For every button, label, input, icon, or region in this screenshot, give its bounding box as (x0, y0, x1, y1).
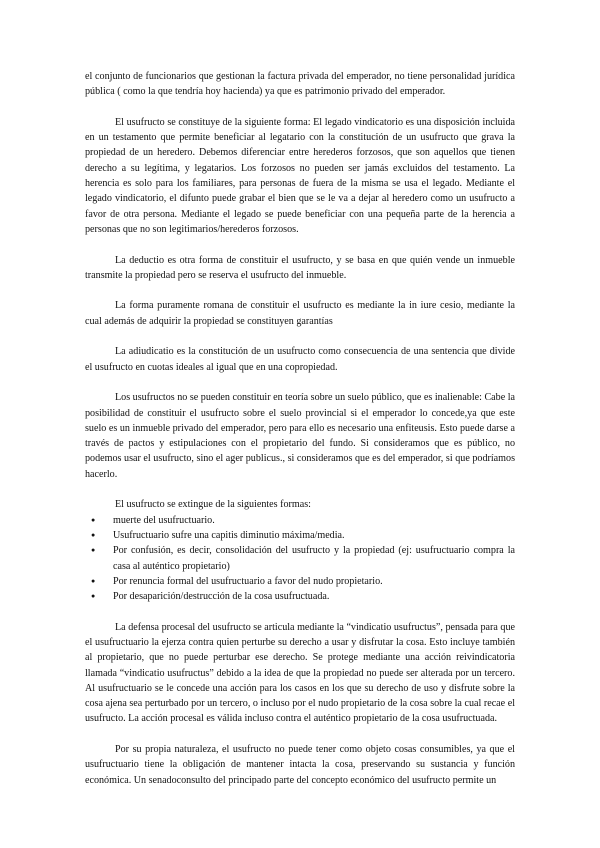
paragraph-deductio: La deductio es otra forma de constituir el usufructo, y se basa en que quién vende un inmueble transmite la propiedad pero se reserva el usufructo del inmueble. (85, 254, 515, 281)
list-item: ● Usufructuario sufre una capitis diminutio máxima/media. (85, 528, 515, 543)
list-item: ● Por renuncia formal del usufructuario a favor del nudo propietario. (85, 574, 515, 589)
extinction-list (85, 513, 515, 605)
list-intro: El usufructo se extingue de la siguientes formas: (115, 499, 311, 511)
paragraph-continuation: el conjunto de funcionarios que gestionan la factura privada del emperador, no tiene personalidad jurídica pública ( como la que tendría hoy hacienda) ya que es patrimonio privado del emperador. (85, 71, 515, 98)
paragraph-in-iure-cesio: La forma puramente romana de constituir el usufructo es mediante la in iure cesio, mediante la cual además de adquirir la propiedad se constituyen garantías (85, 300, 515, 327)
list-item: ● muerte del usufructuario. (85, 513, 515, 528)
paragraph-defensa-procesal: La defensa procesal del usufructo se articula mediante la “vindicatio usufructus”, pensada para que el usufructuario la ejerza contra quien perturbe su derecho a usar y disfrutar la cosa. Esto incluye también al propietario, que no puede perturbar ese derecho. Se protege mediante una acción reivindicatoria llamada “vindicatio usufructus” debido a la idea de que la propiedad no puede ser alterada por un tercero. Al usufructuario se le concede una acción para los casos en los que su derecho de uso y disfrute sobre la cosa ajena sea perturbado por un tercero, o incluso por el nudo propietario de la cosa sobre la cual recae el usufructo. La acción procesal es válida incluso contra el auténtico propietario de la cosa usufructuada. (85, 621, 515, 725)
list-item: ● Por confusión, es decir, consolidación del usufructo y la propiedad (ej: usufructuario compra la casa al auténtico propietario) (85, 543, 515, 574)
paragraph-cosas-consumibles: Por su propia naturaleza, el usufructo no puede tener como objeto cosas consumibles, ya que el usufructuario tiene la obligación de mantener intacta la cosa, preservando su sustancia y función económica. Un senadoconsulto del principado parte del concepto económico del usufructo permite un (85, 744, 515, 786)
paragraph-suelo-publico: Los usufructos no se pueden constituir en teoría sobre un suelo público, que es inalienable: Cabe la posibilidad de constituir el usufructo sobre el suelo provincial si el emperador lo concede,ya que este suelo es un inmueble privado del emperador, pero para ello es necesario una enfiteusis. Esto puede darse a través de pactos y estipulaciones con el propietario del fundo. Si consideramos que es público, no podemos usar el usufructo, sino el ager publicus., si consideramos que es del emperador, si que podríamos hacerlo. (85, 392, 515, 480)
paragraph-adiudicatio: La adiudicatio es la constitución de un usufructo como consecuencia de una sentencia que divide el usufructo en cuotas ideales al igual que en una copropiedad. (85, 346, 515, 373)
list-item: ● Por desaparición/destrucción de la cosa usufructuada. (85, 589, 515, 604)
paragraph-constitution-legado: El usufructo se constituye de la siguiente forma: El legado vindicatorio es una disposición incluida en un testamento que permite beneficiar al legatario con la constitución de un usufructo que grava la propiedad de un heredero. Debemos diferenciar entre herederos forzosos, que son aquellos que tienen derecho a su legítima, y legatarios. Los forzosos no pueden ser jamás excluidos del testamento. La herencia es solo para los familiares, para personas de fuera de la misma se usa el legado. Mediante el legado vindicatorio, el difunto puede grabar el bien que se le va a dejar al heredero como un usufructo a favor de otra persona. Mediante el legado se puede beneficiar con una pequeña parte de la herencia a personas que no son legitimarios/herederos forzosos. (85, 116, 515, 235)
